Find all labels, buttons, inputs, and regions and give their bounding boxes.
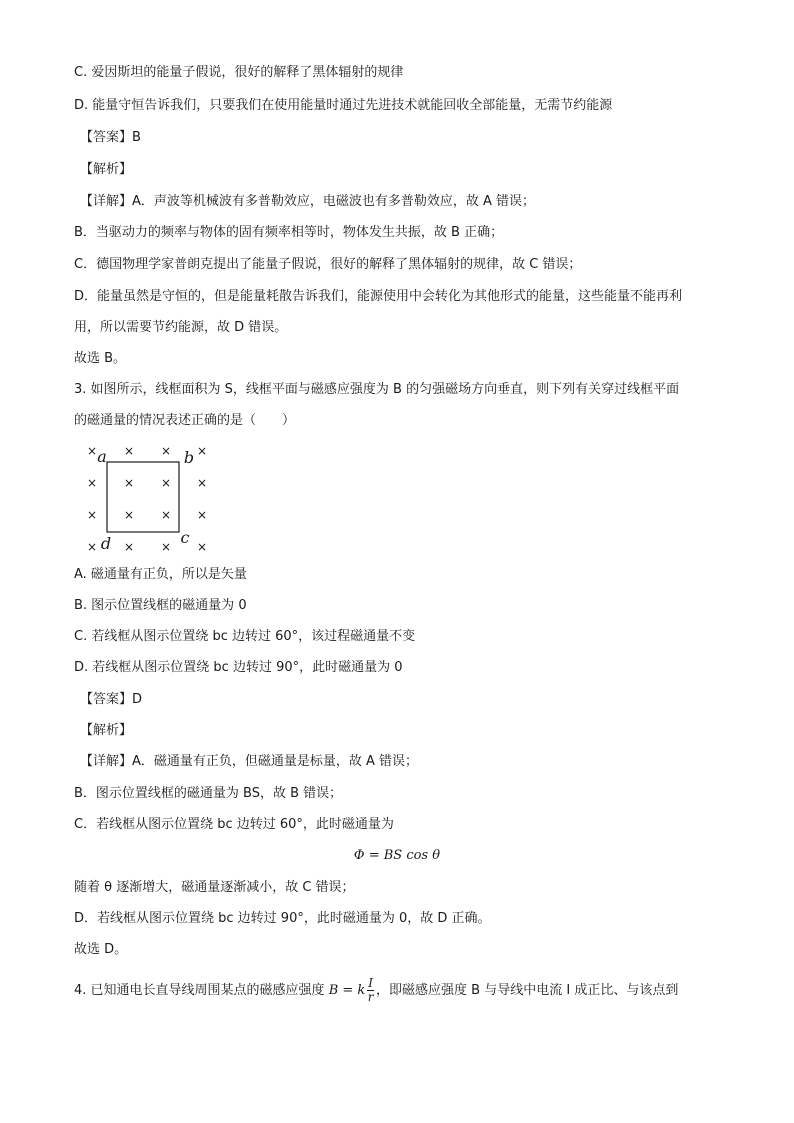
- q2-detail-d-line1: D．能量虽然是守恒的，但是能量耗散告诉我们，能源使用中会转化为其他形式的能量，这些能量不能再利: [74, 289, 683, 304]
- q2-detail-b: B．当驱动力的频率与物体的固有频率相等时，物体发生共振，故 B 正确；: [74, 225, 504, 240]
- q2-analysis-heading: 【解析】: [80, 162, 133, 177]
- q3-option-d: D. 若线框从图示位置绕 bc 边转过 90°，此时磁通量为 0: [74, 660, 403, 675]
- q3-analysis-heading: 【解析】: [80, 723, 133, 738]
- field-cross: ×: [86, 476, 98, 490]
- q4-stem-suffix: ，即磁感应强度 B 与导线中电流 I 成正比、与该点到: [376, 983, 679, 998]
- q3-option-c: C. 若线框从图示位置绕 bc 边转过 60°，该过程磁通量不变: [74, 629, 416, 644]
- q2-option-c: C. 爱因斯坦的能量子假说，很好的解释了黑体辐射的规律: [74, 65, 404, 80]
- field-cross: ×: [160, 508, 172, 522]
- q2-choose: 故选 B。: [74, 351, 127, 366]
- field-cross: ×: [196, 540, 208, 554]
- q3-detail-c: C．若线框从图示位置绕 bc 边转过 60°，此时磁通量为: [74, 817, 394, 832]
- q4-stem-prefix: 4. 已知通电长直导线周围某点的磁感应强度: [74, 983, 325, 998]
- q3-option-a: A. 磁通量有正负，所以是矢量: [74, 567, 247, 582]
- field-cross: ×: [123, 508, 135, 522]
- magnetic-field-frame-diagram: [78, 440, 218, 558]
- q2-option-d: D. 能量守恒告诉我们，只要我们在使用能量时通过先进技术就能回收全部能量，无需节约能源: [74, 98, 613, 113]
- q2-detail-c: C．德国物理学家普朗克提出了能量子假说，很好的解释了黑体辐射的规律，故 C 错误；: [74, 257, 582, 272]
- corner-label-c: c: [180, 528, 190, 547]
- q3-detail-a: 【详解】A．磁通量有正负，但磁通量是标量，故 A 错误；: [80, 754, 419, 769]
- corner-label-d: d: [100, 534, 112, 553]
- q3-answer: 【答案】D: [80, 692, 143, 707]
- q3-detail-d: D．若线框从图示位置绕 bc 边转过 90°，此时磁通量为 0，故 D 正确。: [74, 911, 491, 926]
- field-cross: ×: [123, 476, 135, 490]
- q3-detail-b: B．图示位置线框的磁通量为 BS，故 B 错误；: [74, 786, 343, 801]
- corner-label-b: b: [183, 448, 195, 467]
- field-cross: ×: [196, 508, 208, 522]
- fraction-denominator: r: [367, 990, 374, 1004]
- field-cross: ×: [160, 540, 172, 554]
- q3-stem-line2: 的磁通量的情况表述正确的是（ ）: [74, 413, 296, 428]
- q3-stem-line1: 3. 如图所示，线框面积为 S，线框平面与磁感应强度为 B 的匀强磁场方向垂直，则下列有关穿过线框平面: [74, 382, 680, 397]
- field-cross: ×: [196, 476, 208, 490]
- field-cross: ×: [86, 540, 98, 554]
- q3-option-b: B. 图示位置线框的磁通量为 0: [74, 598, 247, 613]
- q2-detail-a: 【详解】A．声波等机械波有多普勒效应，电磁波也有多普勒效应，故 A 错误；: [80, 194, 536, 209]
- field-cross: ×: [160, 444, 172, 458]
- field-cross: ×: [160, 476, 172, 490]
- q2-detail-d-line2: 用，所以需要节约能源，故 D 错误。: [74, 320, 288, 335]
- field-cross: ×: [123, 540, 135, 554]
- q3-flux-formula: Φ = BS cos θ: [353, 848, 441, 863]
- field-cross: ×: [86, 508, 98, 522]
- field-cross: ×: [86, 444, 98, 458]
- q2-answer: 【答案】B: [80, 130, 141, 145]
- q4-formula-fraction: [367, 977, 374, 1004]
- field-cross: ×: [123, 444, 135, 458]
- q3-choose: 故选 D。: [74, 942, 128, 957]
- q3-detail-c-continued: 随着 θ 逐渐增大，磁通量逐渐减小，故 C 错误；: [74, 880, 355, 895]
- corner-label-a: a: [97, 447, 107, 466]
- q4-formula-lhs: B = k: [328, 983, 366, 998]
- fraction-numerator: I: [368, 976, 374, 990]
- field-cross: ×: [196, 444, 208, 458]
- q4-stem: [74, 974, 678, 1008]
